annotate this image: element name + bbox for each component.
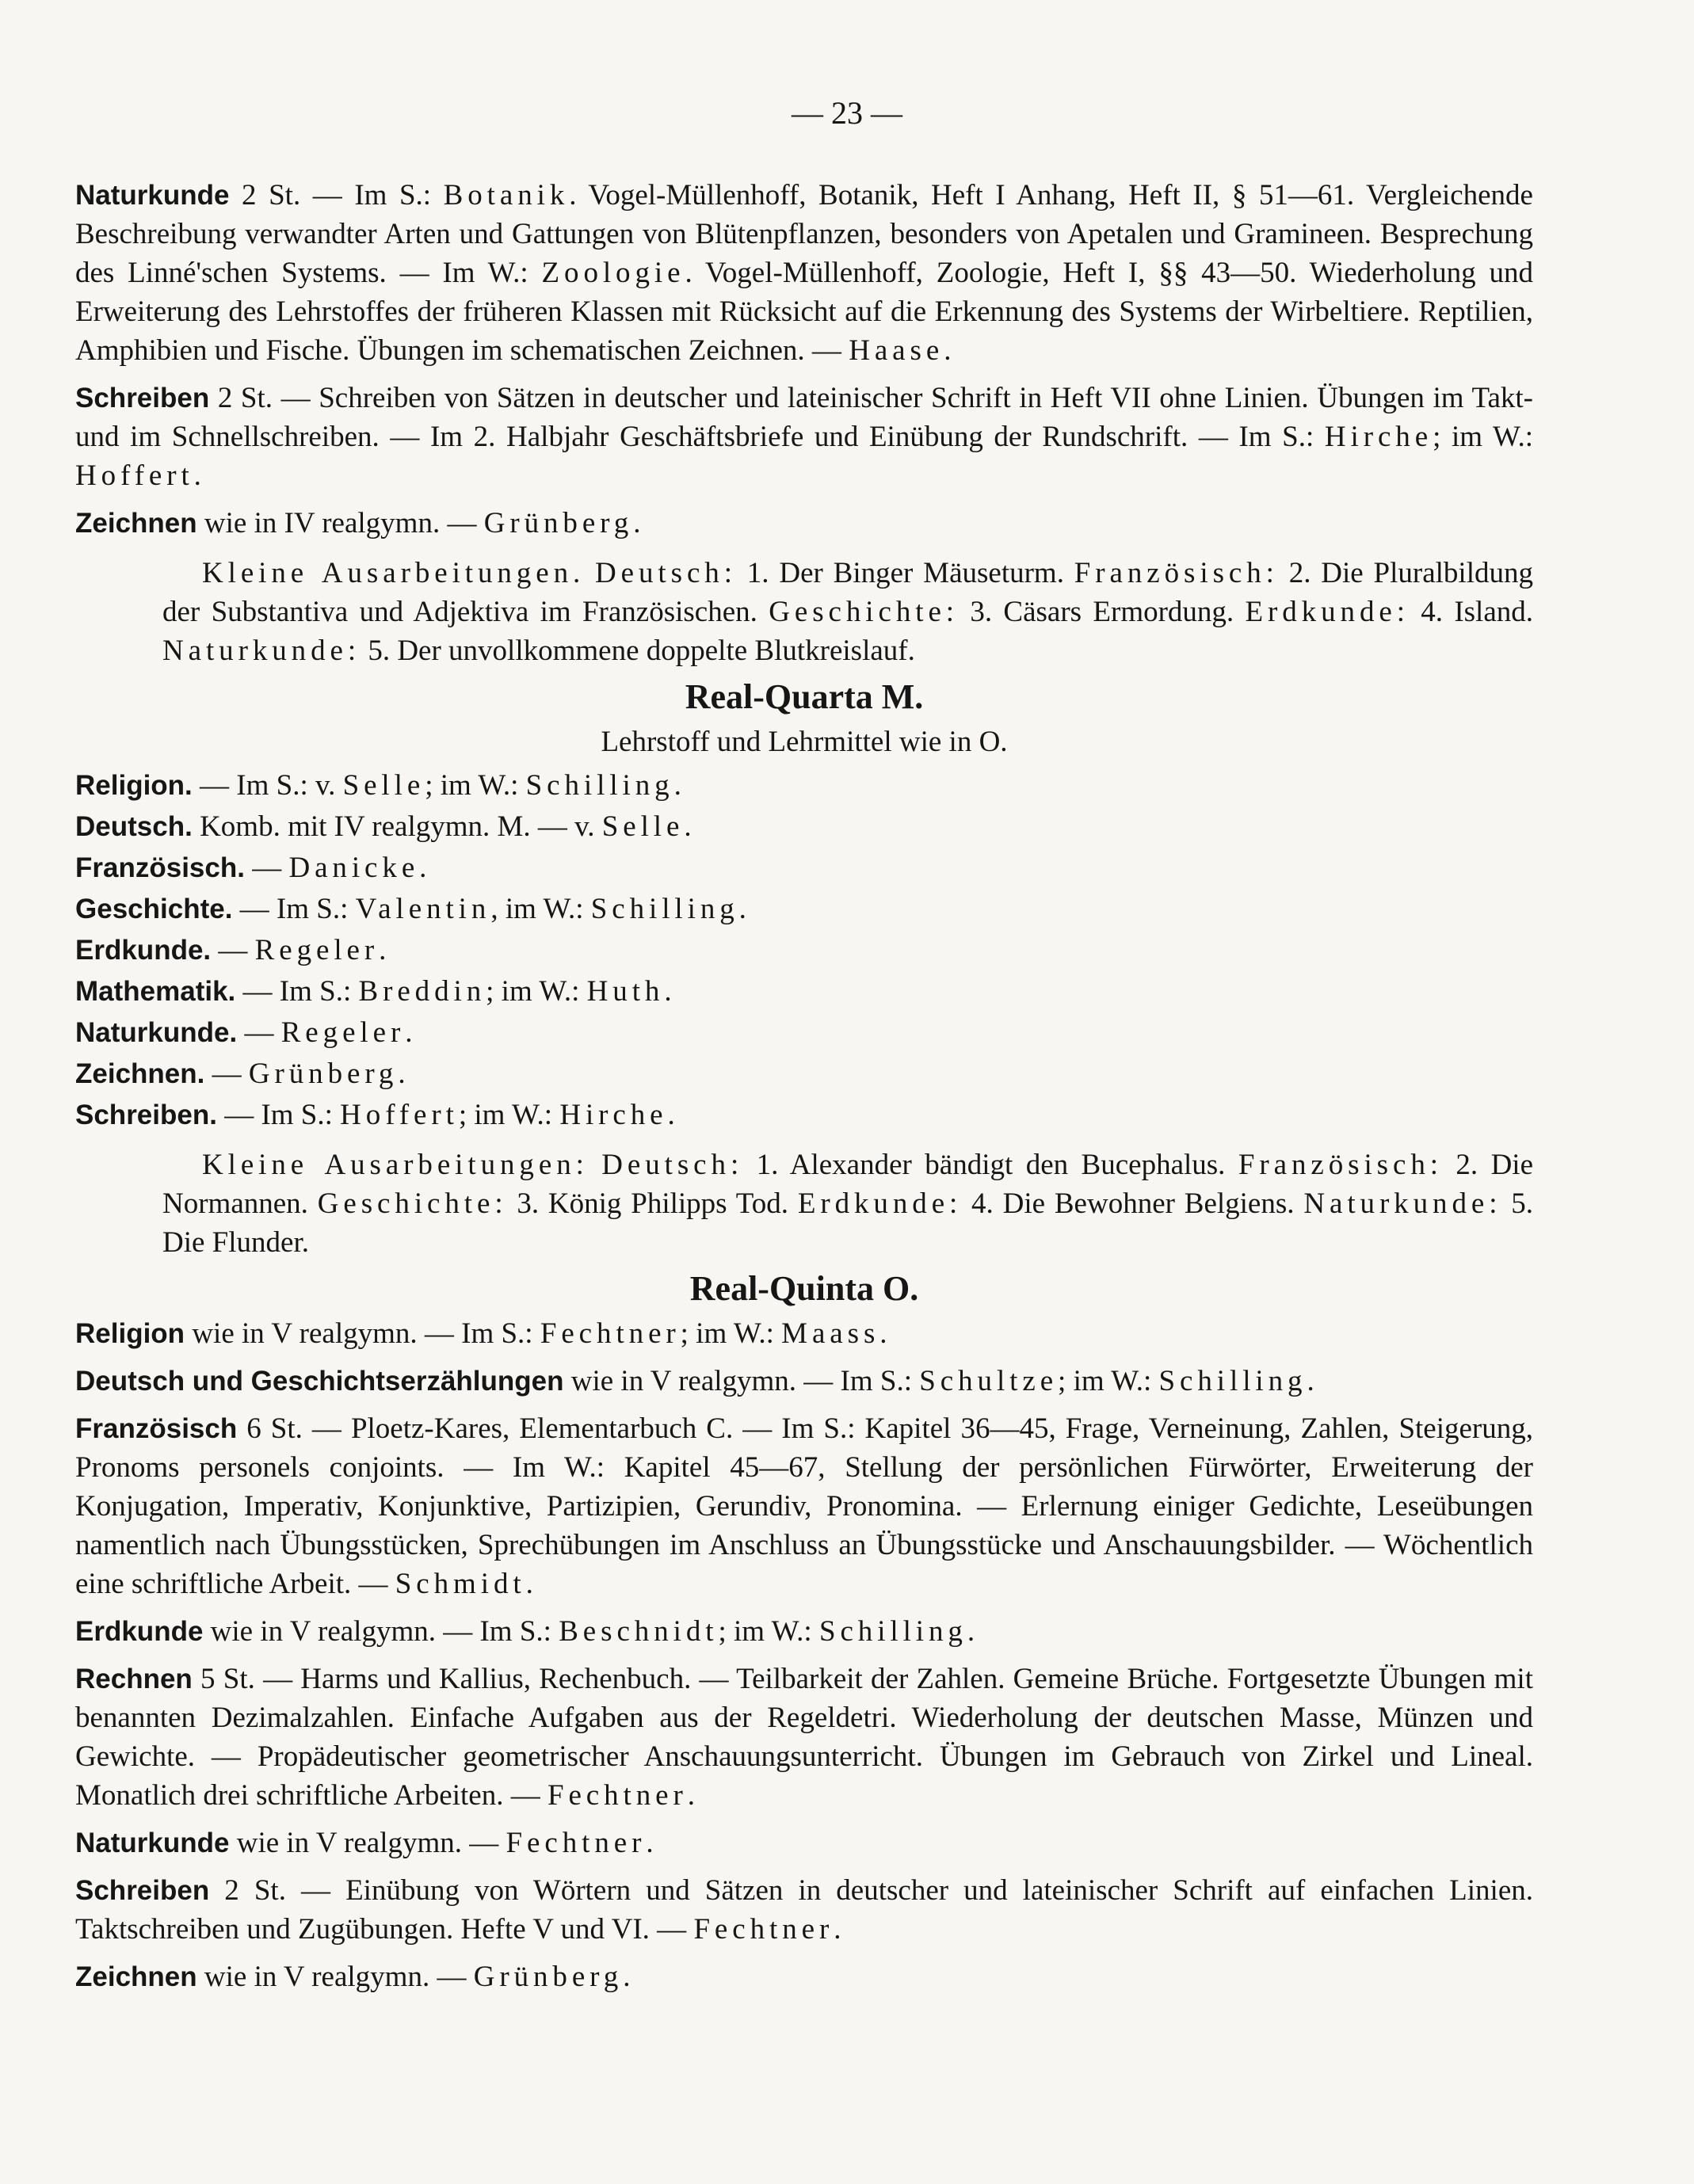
quarta-row: Naturkunde. — Regeler. — [75, 1016, 413, 1049]
entry-naturkunde: Naturkunde 2 St. — Im S.: Botanik. Vogel-Müllenhoff, Botanik, Heft I Anhang, Heft II, § 51—61. Vergleichende Beschreibung verwandter Arten und Gattungen von Blütenpflanzen, besonders von Apetalen und Gramineen. Besprechung des Linné'schen Systems. — Im W.: Zoologie. Vogel-Müllenhoff, Zoologie, Heft I, §§ 43—50. Wiederholung und Erweiterung des Lehrstoffes der früheren Klassen mit Rücksicht auf die Erkennung des Systems der Wirbeltiere. Reptilien, Amphibien und Fische. Übungen im schematischen Zeichnen. — Haase. — [75, 179, 1533, 367]
teacher-name: Hirche — [1324, 421, 1433, 453]
entry-zeichnen: Zeichnen wie in IV realgymn. — Grünberg. — [75, 507, 641, 539]
entry-label: Naturkunde — [75, 180, 230, 211]
quarta-row: Mathematik. — Im S.: Breddin; im W.: Huth. — [75, 975, 672, 1008]
spaced-term: Botanik — [443, 179, 570, 212]
quarta-row: Religion. — Im S.: v. Selle; im W.: Schilling. — [75, 769, 681, 802]
quinta-row-deutsch: Deutsch und Geschichtserzählungen wie in V realgymn. — Im S.: Schultze; im W.: Schilling. — [75, 1365, 1314, 1397]
section-title-quinta: Real-Quinta O. — [689, 1269, 919, 1308]
entry-label: Schreiben — [75, 383, 210, 414]
quarta-row: Geschichte. — Im S.: Valentin, im W.: Schilling. — [75, 893, 746, 925]
quinta-row-naturkunde: Naturkunde wie in V realgymn. — Fechtner. — [75, 1827, 654, 1859]
section-subtitle-quarta: Lehrstoff und Lehrmittel wie in O. — [601, 726, 1008, 758]
quarta-row: Schreiben. — Im S.: Hoffert; im W.: Hirche. — [75, 1099, 675, 1131]
quinta-row-franzoesisch: Französisch 6 St. — Ploetz-Kares, Elementarbuch C. — Im S.: Kapitel 36—45, Frage, Verneinung, Zahlen, Steigerung, Pronoms personels conjoints. — Im W.: Kapitel 45—67, Stellung der persönlichen Fürwörter, Erweiterung der Konjugation, Imperativ, Konjunktive, Partizipien, Gerundiv, Pronomina. — Erlernung einiger Gedichte, Leseübungen namentlich nach Übungsstücken, Sprechübungen im Anschluss an Übungsstücke und Anschauungsbilder. — Wöchentlich eine schriftliche Arbeit. — Schmidt. — [75, 1412, 1533, 1600]
quarta-row: Französisch. — Danicke. — [75, 852, 427, 884]
entry-schreiben: Schreiben 2 St. — Schreiben von Sätzen in deutscher und lateinischer Schrift in Heft VII ohne Linien. Übungen im Takt- und im Schnellschreiben. — Im 2. Halbjahr Geschäftsbriefe und Einübung der Rundschrift. — Im S.: Hirche; im W.: Hoffert. — [75, 382, 1533, 492]
quarta-row: Zeichnen. — Grünberg. — [75, 1058, 406, 1090]
quinta-row-schreiben: Schreiben 2 St. — Einübung von Wörtern und Sätzen in deutscher und lateinischer Schrift auf einfachen Linien. Taktschreiben und Zugübungen. Hefte V und VI. — Fechtner. — [75, 1874, 1533, 1946]
quinta-row-religion: Religion wie in V realgymn. — Im S.: Fechtner; im W.: Maass. — [75, 1317, 887, 1350]
teacher-name: Hoffert — [75, 459, 194, 492]
page-number: — 23 — — [792, 95, 902, 131]
page-content — [75, 176, 1533, 2005]
quarta-row: Deutsch. Komb. mit IV realgymn. M. — v. Selle. — [75, 810, 692, 843]
spaced-term: Zoologie — [541, 257, 685, 289]
quarta-row: Erdkunde. — Regeler. — [75, 934, 387, 966]
section-title-quarta: Real-Quarta M. — [685, 677, 924, 716]
kleine-ausarbeitungen-1: Kleine Ausarbeitungen. Deutsch: 1. Der Binger Mäuseturm. Französisch: 2. Die Pluralbildung der Substantiva und Adjektiva im Französischen. Geschichte: 3. Cäsars Ermordung. Erdkunde: 4. Island. Naturkunde: 5. Der unvollkommene doppelte Blutkreislauf. — [162, 557, 1533, 667]
kleine-ausarbeitungen-2: Kleine Ausarbeitungen: Deutsch: 1. Alexander bändigt den Bucephalus. Französisch: 2. Die Normannen. Geschichte: 3. König Philipps Tod. Erdkunde: 4. Die Bewohner Belgiens. Naturkunde: 5. Die Flunder. — [162, 1149, 1534, 1259]
quinta-row-erdkunde: Erdkunde wie in V realgymn. — Im S.: Beschnidt; im W.: Schilling. — [75, 1615, 975, 1648]
teacher-name: Haase — [849, 334, 944, 367]
teacher-name: Grünberg — [483, 507, 634, 539]
entry-label: Zeichnen — [75, 508, 197, 539]
quinta-row-zeichnen: Zeichnen wie in V realgymn. — Grünberg. — [75, 1961, 631, 1993]
quinta-row-rechnen: Rechnen 5 St. — Harms und Kallius, Rechenbuch. — Teilbarkeit der Zahlen. Gemeine Brüche. Fortgesetzte Übungen mit benannten Dezimalzahlen. Einfache Aufgaben aus der Regeldetri. Wiederholung der deutschen Masse, Münzen und Gewichte. — Propädeutischer geometrischer Anschauungsunterricht. Übungen im Gebrauch von Zirkel und Lineal. Monatlich drei schriftliche Arbeiten. — Fechtner. — [75, 1663, 1533, 1812]
